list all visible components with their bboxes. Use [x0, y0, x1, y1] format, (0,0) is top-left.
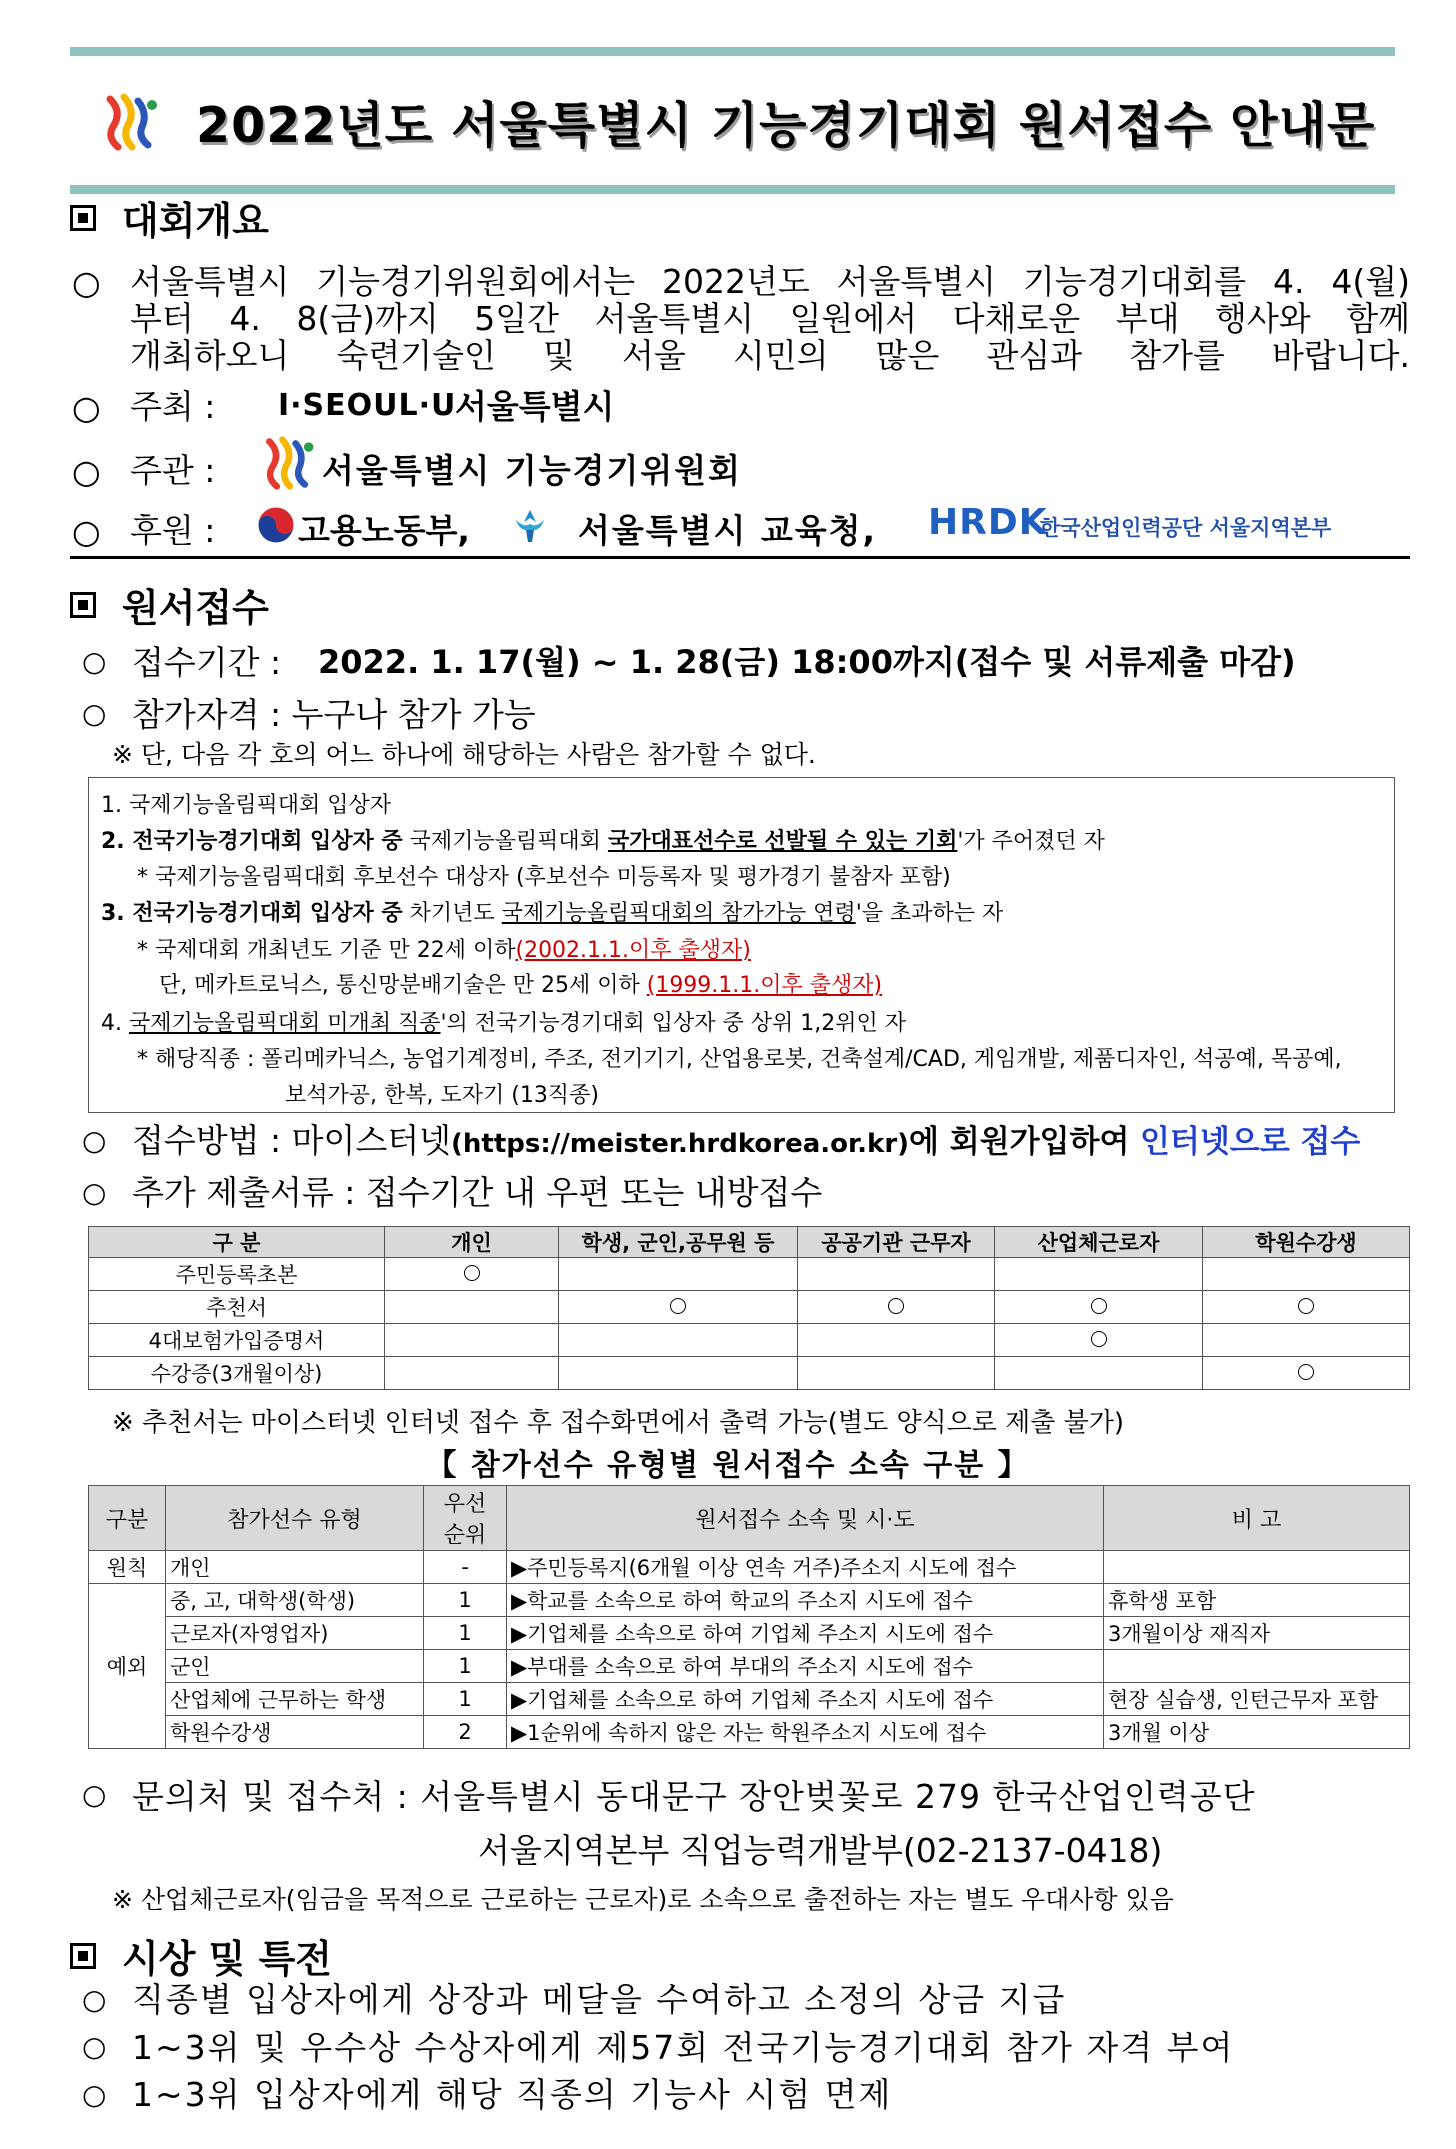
note-cell: [1104, 1650, 1410, 1683]
exclusion-item-3-note-2-text: 단, 메카트로닉스, 통신망분배기술은 만 25세 이하: [159, 973, 647, 998]
note-cell: 현장 실습생, 인턴근무자 포함: [1104, 1683, 1410, 1716]
section-heading-text: 원서접수: [122, 586, 269, 630]
overview-line-3: 개최하오니 숙련기술인 및 서울 시민의 많은 관심과 참가를 바랍니다.: [130, 336, 1410, 375]
doc-cell: [385, 1258, 559, 1291]
type-header: 참가선수 유형: [166, 1486, 424, 1551]
award-item: 1~3위 및 우수상 수상자에게 제57회 전국기능경기대회 참가 자격 부여: [132, 2028, 1235, 2067]
doc-header: 구 분: [89, 1227, 385, 1258]
organizer-label: 주관 :: [130, 451, 216, 490]
type-header: 구분: [89, 1486, 166, 1551]
note-cell: 휴학생 포함: [1104, 1584, 1410, 1617]
place-cell: ▶부대를 소속으로 하여 부대의 주소지 시도에 접수: [507, 1650, 1104, 1683]
exclusion-item-3-note-2: [159, 968, 882, 999]
doc-name: 4대보험가입증명서: [89, 1324, 385, 1357]
circle-bullet-icon: ○: [72, 452, 101, 491]
type-table-title: 【 참가선수 유형별 원서접수 소속 구분 】: [426, 1448, 1030, 1483]
header: [100, 72, 1390, 172]
rank-cell: 1: [424, 1650, 507, 1683]
exclusion-item-2-note: * 국제기능올림픽대회 후보선수 대상자 (후보선수 미등록자 및 평가경기 불참자 포함): [137, 865, 951, 890]
rank-cell: 1: [424, 1683, 507, 1716]
section-heading-overview: [70, 190, 269, 245]
type-header-rank-2: 순위: [443, 1523, 487, 1548]
host-name: 서울특별시: [455, 387, 615, 426]
exclusion-item-1: 1. 국제기능올림픽대회 입상자: [101, 793, 392, 818]
type-header-rank: [424, 1486, 507, 1551]
place-cell: ▶학교를 소속으로 하여 학교의 주소지 시도에 접수: [507, 1584, 1104, 1617]
doc-cell: [995, 1324, 1203, 1357]
doc-cell: [1203, 1258, 1410, 1291]
place-cell: ▶주민등록지(6개월 이상 연속 거주)주소지 시도에 접수: [507, 1551, 1104, 1584]
doc-cell: [995, 1258, 1203, 1291]
seoul-skills-logo-icon: [100, 91, 162, 153]
doc-cell: [1203, 1291, 1410, 1324]
required-circle-icon: [1298, 1298, 1314, 1314]
table-row: [89, 1357, 1410, 1390]
doc-name: 주민등록초본: [89, 1258, 385, 1291]
doc-cell: [995, 1357, 1203, 1390]
required-circle-icon: [670, 1298, 686, 1314]
doc-cell: [1203, 1357, 1410, 1390]
host-label: 주최 :: [130, 387, 216, 426]
place-cell: ▶기업체를 소속으로 하여 기업체 주소지 시도에 접수: [507, 1617, 1104, 1650]
sponsor-moel: 고용노동부,: [298, 511, 470, 550]
doc-header: 공공기관 근무자: [798, 1227, 995, 1258]
required-circle-icon: [1091, 1331, 1107, 1347]
circle-bullet-icon: ○: [72, 512, 101, 551]
doc-header: 산업체근로자: [995, 1227, 1203, 1258]
type-header-rank-1: 우선: [443, 1492, 487, 1517]
page-title: 2022년도 서울특별시 기능경기대회 원서접수 안내문: [196, 97, 1376, 154]
documents-table-header: [89, 1227, 1410, 1258]
iseoulu-logo: I·SEOUL·U: [278, 388, 457, 423]
exclusion-item-2-mid: 국제기능올림픽대회: [402, 829, 608, 854]
exclusion-item-4-note-2: 보석가공, 한복, 도자기 (13직종): [285, 1083, 599, 1108]
doc-name: 추천서: [89, 1291, 385, 1324]
hrdk-logo: HRDK: [928, 502, 1048, 543]
extra-docs-label: 추가 제출서류 : 접수기간 내 우편 또는 내방접수: [132, 1173, 823, 1212]
circle-bullet-icon: ○: [82, 2078, 107, 2111]
participant-type-table: [88, 1485, 1410, 1749]
circle-bullet-icon: ○: [82, 1176, 107, 1209]
type-header: 비 고: [1104, 1486, 1410, 1551]
type-table-header: [89, 1486, 1410, 1551]
sponsor-label: 후원 :: [130, 511, 216, 550]
overview-paragraph: [130, 263, 1410, 374]
method-end: 인터넷으로 접수: [1139, 1124, 1361, 1160]
rank-cell: 1: [424, 1617, 507, 1650]
overview-line-1: 서울특별시 기능경기위원회에서는 2022년도 서울특별시 기능경기대회를 4. 4(월): [130, 262, 1410, 301]
place-cell: ▶기업체를 소속으로 하여 기업체 주소지 시도에 접수: [507, 1683, 1104, 1716]
doc-cell: [559, 1291, 798, 1324]
exclusion-item-3: [101, 896, 1003, 927]
table-row: [89, 1584, 1410, 1617]
place-cell: ▶1순위에 속하지 않은 자는 학원주소지 시도에 접수: [507, 1716, 1104, 1749]
section-square-icon: [70, 205, 96, 231]
required-circle-icon: [1298, 1364, 1314, 1380]
eligibility-label: 참가자격 : 누구나 참가 가능: [132, 695, 536, 734]
award-item: 1~3위 입상자에게 해당 직종의 기능사 시험 면제: [132, 2075, 893, 2114]
doc-cell: [559, 1324, 798, 1357]
table-row: [89, 1683, 1410, 1716]
group-except: 예외: [89, 1584, 166, 1749]
table-row: [89, 1716, 1410, 1749]
doc-cell: [798, 1258, 995, 1291]
circle-bullet-icon: ○: [82, 645, 107, 678]
header-top-rule: [70, 47, 1395, 56]
section-heading-text: 시상 및 특전: [122, 1937, 332, 1981]
doc-cell: [798, 1291, 995, 1324]
type-cell: 학원수강생: [166, 1716, 424, 1749]
type-cell: 개인: [166, 1551, 424, 1584]
table-row: [89, 1551, 1410, 1584]
required-circle-icon: [464, 1265, 480, 1281]
section-heading-awards: [70, 1928, 332, 1983]
method-url: (https://meister.hrdkorea.or.kr): [451, 1129, 910, 1159]
doc-cell: [1203, 1324, 1410, 1357]
note-cell: [1104, 1551, 1410, 1584]
exclusion-item-3-end: '을 초과하는 자: [855, 901, 1004, 926]
rank-cell: 2: [424, 1716, 507, 1749]
exclusion-item-3-underline: 국제기능올림픽대회의 참가가능 연령: [501, 901, 856, 926]
exclusion-item-4-note-1: * 해당직종 : 폴리메카닉스, 농업기계정비, 주조, 전기기기, 산업용로봇, 건축설계/CAD, 게임개발, 제품디자인, 석공예, 목공예,: [137, 1047, 1342, 1072]
circle-bullet-icon: ○: [72, 263, 101, 302]
type-cell: 중, 고, 대학생(학생): [166, 1584, 424, 1617]
doc-header: 학원수강생: [1203, 1227, 1410, 1258]
doc-cell: [385, 1291, 559, 1324]
doc-cell: [385, 1324, 559, 1357]
exclusion-item-2-bold: 2. 전국기능경기대회 입상자 중: [101, 829, 403, 854]
overview-line-2: 부터 4. 8(금)까지 5일간 서울특별시 일원에서 다채로운 부대 행사와 함께: [130, 299, 1410, 338]
organizer-name: 서울특별시 기능경기위원회: [322, 451, 743, 490]
seoul-skills-logo-icon: [260, 434, 318, 492]
exclusion-item-3-note-1-red: (2002.1.1.이후 출생자): [515, 938, 751, 963]
doc-header: 개인: [385, 1227, 559, 1258]
hrdk-name: 한국산업인력공단 서울지역본부: [1040, 516, 1332, 540]
type-cell: 근로자(자영업자): [166, 1617, 424, 1650]
exclusion-item-4-num: 4.: [101, 1011, 129, 1036]
doc-name: 수강증(3개월이상): [89, 1357, 385, 1390]
section-heading-text: 대회개요: [122, 199, 269, 243]
method-label: 접수방법 : 마이스터넷: [132, 1121, 451, 1160]
exclusion-item-4-end: '의 전국기능경기대회 입상자 중 상위 1,2위인 자: [440, 1011, 907, 1036]
exclusion-item-3-note-1-text: * 국제대회 개최년도 기준 만 22세 이하: [137, 938, 516, 963]
type-cell: 산업체에 근무하는 학생: [166, 1683, 424, 1716]
exclusion-item-3-note-1: [137, 933, 751, 964]
circle-bullet-icon: ○: [82, 1983, 107, 2016]
doc-cell: [559, 1258, 798, 1291]
section-divider: [70, 556, 1410, 559]
sponsor-education-office: 서울특별시 교육청,: [578, 511, 878, 550]
taegeuk-icon: [256, 505, 296, 545]
exclusion-item-4-underline: 국제기능올림픽대회 미개최 직종: [128, 1011, 441, 1036]
group-rule: 원칙: [89, 1551, 166, 1584]
recommend-note: ※ 추천서는 마이스터넷 인터넷 접수 후 접수화면에서 출력 가능(별도 양식으로 제출 불가): [112, 1408, 1125, 1438]
doc-cell: [995, 1291, 1203, 1324]
table-row: [89, 1617, 1410, 1650]
circle-bullet-icon: ○: [82, 2030, 107, 2063]
circle-bullet-icon: ○: [82, 1124, 107, 1157]
method-mid: 에 회원가입하여: [909, 1124, 1130, 1160]
doc-cell: [385, 1357, 559, 1390]
exclusion-item-2-underline: 국가대표선수로 선발될 수 있는 기회: [607, 829, 958, 854]
circle-bullet-icon: ○: [82, 697, 107, 730]
required-circle-icon: [888, 1298, 904, 1314]
table-row: [89, 1291, 1410, 1324]
section-square-icon: [70, 1943, 96, 1969]
doc-cell: [798, 1357, 995, 1390]
section-square-icon: [70, 592, 96, 618]
table-row: [89, 1650, 1410, 1683]
type-header: 원서접수 소속 및 시·도: [507, 1486, 1104, 1551]
type-cell: 군인: [166, 1650, 424, 1683]
exclusion-item-2: [101, 824, 1105, 855]
note-cell: 3개월 이상: [1104, 1716, 1410, 1749]
period-label: 접수기간 :: [132, 643, 282, 682]
doc-cell: [559, 1357, 798, 1390]
exclusion-item-3-mid: 차기년도: [402, 901, 502, 926]
section-heading-application: [70, 577, 269, 632]
method-line: [132, 1121, 1361, 1160]
doc-header: 학생, 군인,공무원 등: [559, 1227, 798, 1258]
worker-note: ※ 산업체근로자(임금을 목적으로 근로하는 근로자)로 소속으로 출전하는 자는 별도 우대사항 있음: [112, 1885, 1174, 1914]
exclusion-item-2-end: '가 주어졌던 자: [957, 829, 1105, 854]
exclusion-item-4: [101, 1006, 906, 1037]
award-item: 직종별 입상자에게 상장과 메달을 수여하고 소정의 상금 지급: [132, 1980, 1067, 2019]
required-circle-icon: [1091, 1298, 1107, 1314]
contact-line-2: 서울지역본부 직업능력개발부(02-2137-0418): [478, 1831, 1163, 1870]
exclusion-note: ※ 단, 다음 각 호의 어느 하나에 해당하는 사람은 참가할 수 없다.: [112, 740, 816, 769]
exclusion-box: [88, 777, 1395, 1113]
rank-cell: -: [424, 1551, 507, 1584]
documents-table: [88, 1226, 1410, 1390]
contact-line-1: 문의처 및 접수처 : 서울특별시 동대문구 장안벚꽃로 279 한국산업인력공단: [132, 1777, 1256, 1816]
note-cell: 3개월이상 재직자: [1104, 1617, 1410, 1650]
education-office-icon: [510, 506, 550, 546]
table-row: [89, 1258, 1410, 1291]
circle-bullet-icon: ○: [82, 1778, 107, 1811]
period-value: 2022. 1. 17(월) ~ 1. 28(금) 18:00까지(접수 및 서류제출 마감): [318, 643, 1296, 681]
table-row: [89, 1324, 1410, 1357]
circle-bullet-icon: ○: [72, 388, 101, 427]
rank-cell: 1: [424, 1584, 507, 1617]
exclusion-item-3-note-2-red: (1999.1.1.이후 출생자): [646, 973, 883, 998]
exclusion-item-3-bold: 3. 전국기능경기대회 입상자 중: [101, 901, 403, 926]
doc-cell: [798, 1324, 995, 1357]
